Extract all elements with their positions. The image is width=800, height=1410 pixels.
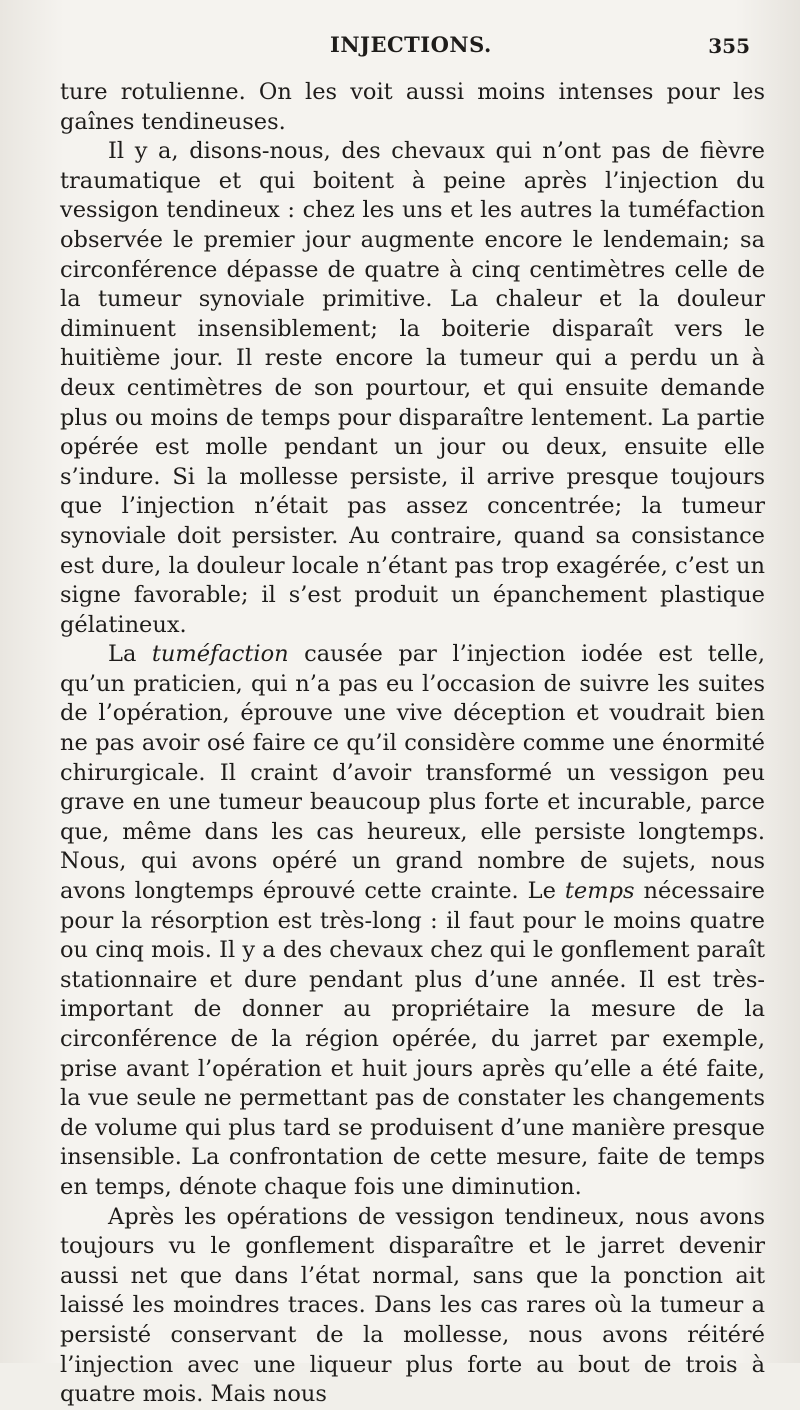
paragraph-3 xyxy=(60,640,765,1202)
italic-term-tumefaction: tuméfaction xyxy=(151,641,289,668)
paragraph-4-text: Après les opérations de vessigon tendineux, nous avons toujours vu le gonflement disparaître et le jarret devenir aussi net que dans l’état normal, sans que la ponction ait laissé les moindres traces. Dans les cas rares où la tumeur a persisté conservant de la mollesse, nous avons réitéré l’injection avec une liqueur plus forte au bout de trois à quatre mois. Mais nous xyxy=(60,1203,765,1408)
running-title: INJECTIONS. xyxy=(330,32,492,57)
paragraph-1 xyxy=(60,78,765,137)
paragraph-1-text: ture rotulienne. On les voit aussi moins intenses pour les gaînes tendineuses. xyxy=(60,79,765,135)
italic-term-temps: temps xyxy=(564,878,635,905)
paragraph-3-text-a: La xyxy=(108,641,152,668)
page-number: 355 xyxy=(708,34,750,58)
paragraph-2 xyxy=(60,137,765,640)
paragraph-3-text-b: causée par l’injection iodée est telle, qu’un praticien, qui n’a pas eu l’occasion de suivre les suites de l’opération, éprouve une vive déception et voudrait bien ne pas avoir osé faire ce qu’il considère comme une énormité chirurgicale. Il craint d’avoir transformé un vessigon peu grave en une tumeur beaucoup plus forte et incurable, parce que, même dans les cas heureux, elle persiste longtemps. Nous, qui avons opéré un grand nombre de sujets, nous avons longtemps éprouvé cette crainte. Le xyxy=(60,641,765,905)
paragraph-4 xyxy=(60,1203,765,1410)
running-head xyxy=(0,28,800,68)
paragraph-2-text: Il y a, disons-nous, des chevaux qui n’ont pas de fièvre traumatique et qui boitent à peine après l’injection du vessigon tendineux : chez les uns et les autres la tuméfaction observée le premier jour augmente encore le lendemain; sa circonférence dépasse de quatre à cinq centimètres celle de la tumeur synoviale primitive. La chaleur et la douleur diminuent insensiblement; la boiterie disparaît vers le huitième jour. Il reste encore la tumeur qui a perdu un à deux centimètres de son pourtour, et qui ensuite demande plus ou moins de temps pour disparaître lentement. La partie opérée est molle pendant un jour ou deux, ensuite elle s’indure. Si la mollesse persiste, il arrive presque toujours que l’injection n’était pas assez concentrée; la tumeur synoviale doit persister. Au contraire, quand sa consistance est dure, la douleur locale n’étant pas trop exagérée, c’est un signe favorable; il s’est produit un épanchement plastique gélatineux. xyxy=(60,138,765,638)
body-text xyxy=(60,78,765,1410)
paragraph-3-text-c: nécessaire pour la résorption est très-long : il faut pour le moins quatre ou cinq mois. Il y a des chevaux chez qui le gonflement paraît stationnaire et dure pendant plus d’une année. Il est très-important de donner au propriétaire la mesure de la circonférence de la région opérée, du jarret par exemple, prise avant l’opération et huit jours après qu’elle a été faite, la vue seule ne permettant pas de constater les changements de volume qui plus tard se produisent d’une manière presque insensible. La confrontation de cette mesure, faite de temps en temps, dénote chaque fois une diminution. xyxy=(60,878,765,1200)
